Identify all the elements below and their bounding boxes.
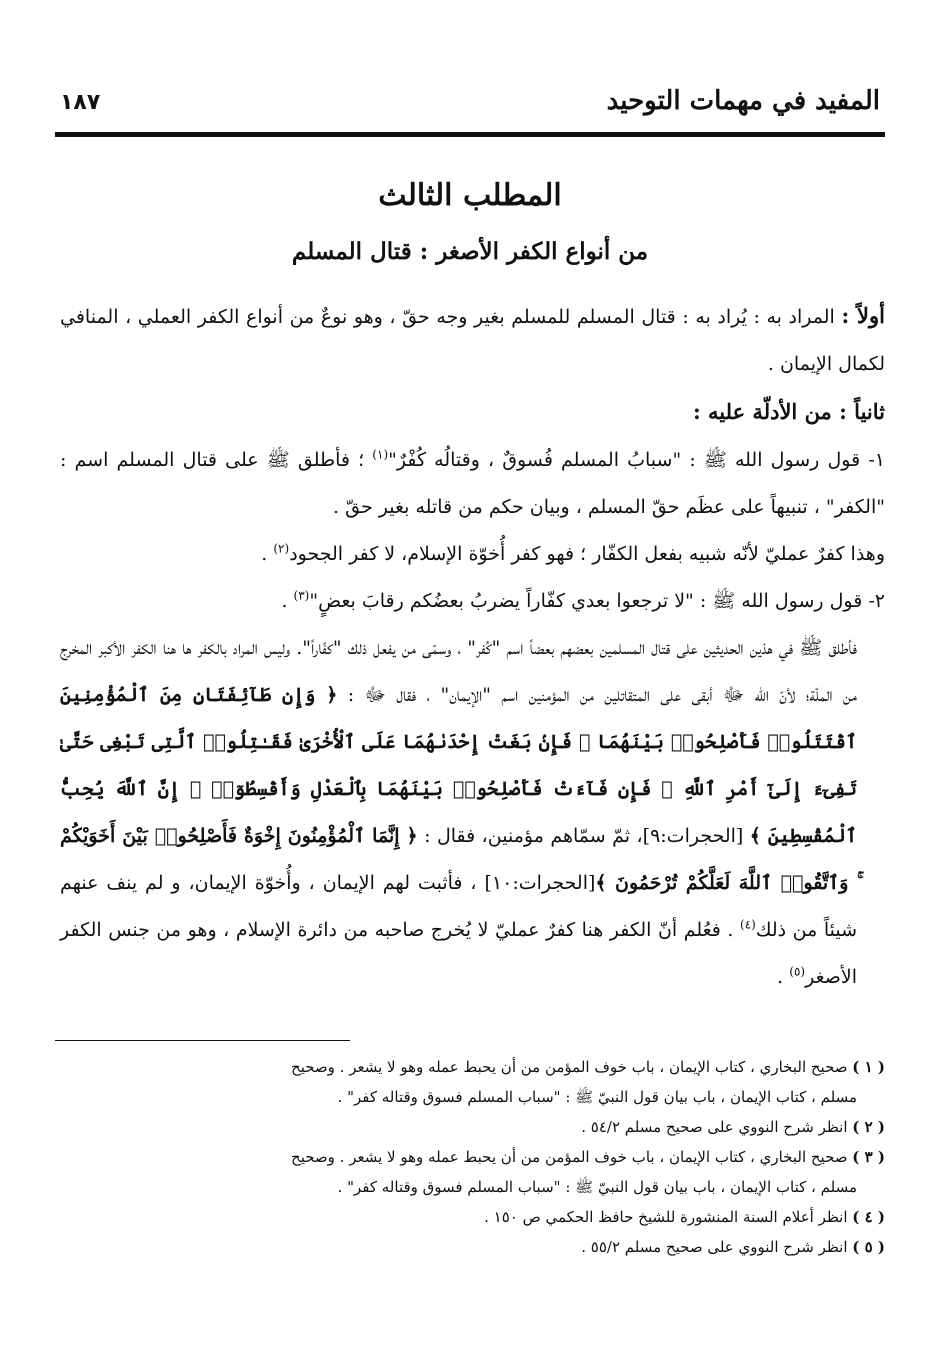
evidence-2-hadith: ٢- قول رسول الله ﷺ : "لا ترجعوا بعدي كفّاراً يضربُ بعضُكم رقابَ بعضٍ" bbox=[309, 590, 885, 612]
footnote-4 bbox=[60, 1202, 885, 1232]
footnote-text: انظر شرح النووي على صحيح مسلم ٥٥/٢ . bbox=[581, 1238, 853, 1256]
evidence-1-hadith: ١- قول رسول الله ﷺ : "سبابُ المسلم فُسوقٌ ، وقتالُه كُفْرٌ" bbox=[388, 449, 885, 471]
footnote-separator bbox=[55, 1040, 350, 1041]
evidence-1 bbox=[60, 437, 885, 531]
evidence-2-explanation-text: فأطلق ﷺ في هذين الحديثين على قتال المسلمين بعضهم بعضاً اسم "كُفر" ، وسمّى من يفعل ذلك "كفّاراً". وليس المراد بالكفر ها هنا الكفر الأكبر المخرج من الملّة؛ لأنّ الله ﷻ أبقى على المتقاتلين من المؤمنين اسم "الإيمان" ، فقال ﷻ : bbox=[60, 637, 857, 706]
footnote-text: صحيح البخاري ، كتاب الإيمان ، باب خوف المؤمن من أن يحبط عمله وهو لا يشعر . وصحيح bbox=[291, 1058, 853, 1076]
page-number: ١٨٧ bbox=[60, 90, 101, 115]
quran-verse-hujurat-10: ﴿ إِنَّمَا ٱلْمُؤْمِنُونَ إِخْوَةٌ فَأَصْلِحُوا۟ بَيْنَ أَخَوَيْكُمْ ۚ وَٱتَّقُوا۟ ٱللَّهَ لَعَلَّكُمْ تُرْحَمُونَ ﴾ bbox=[60, 825, 857, 894]
paragraph-definition bbox=[60, 292, 885, 388]
conclusion-end: . bbox=[777, 966, 790, 988]
footnote-3 bbox=[60, 1142, 885, 1172]
definition-text: المراد به : يُراد به : قتال المسلم للمسلم بغير وجه حقّ ، وهو نوعٌ من أنواع الكفر العملي ، المنافي لكمال الإيمان . bbox=[60, 306, 885, 375]
lead-second: ثانياً : من الأدلّة عليه : bbox=[692, 399, 885, 424]
footnote-1-cont: مسلم ، كتاب الإيمان ، باب بيان قول النبيّ ﷺ : "سباب المسلم فسوق وقتاله كفر" . bbox=[337, 1088, 857, 1106]
header-rule bbox=[55, 132, 885, 137]
body-text bbox=[60, 292, 885, 1001]
footnote-text: انظر أعلام السنة المنشورة للشيخ حافظ الحكمي ص ١٥٠ . bbox=[484, 1208, 853, 1226]
footnotes bbox=[60, 1052, 885, 1262]
conclusion-text: . فعُلم أنّ الكفر هنا كفرٌ عمليّ لا يُخرج صاحبه من دائرة الإسلام ، وهو من جنس الكفر الأصغر bbox=[60, 919, 857, 988]
footnote-ref-1[interactable]: (١) bbox=[372, 447, 389, 462]
evidence-1-note-text: وهذا كفرٌ عمليّ لأنّه شبيه بفعل الكفّار ؛ فهو كفر أُخوّة الإسلام، لا كفر الجحود bbox=[289, 543, 885, 565]
evidence-2 bbox=[60, 578, 885, 625]
section-subtitle: من أنواع الكفر الأصغر : قتال المسلم bbox=[291, 238, 649, 265]
evidence-1-note-end: . bbox=[261, 543, 274, 565]
footnote-ref-5[interactable]: (٥) bbox=[789, 964, 806, 979]
footnote-ref-3[interactable]: (٣) bbox=[293, 588, 310, 603]
evidence-1-note bbox=[60, 531, 885, 578]
footnote-ref-4[interactable]: (٤) bbox=[740, 917, 756, 932]
footnote-3-cont: مسلم ، كتاب الإيمان ، باب بيان قول النبيّ ﷺ : "سباب المسلم فسوق وقتاله كفر" . bbox=[337, 1178, 857, 1196]
footnote-text: انظر شرح النووي على صحيح مسلم ٥٤/٢ . bbox=[581, 1118, 853, 1136]
evidence-2-explanation bbox=[60, 625, 885, 1001]
running-header-title: المفيد في مهمات التوحيد bbox=[606, 86, 880, 116]
footnote-number: ( ٣ ) bbox=[852, 1148, 885, 1166]
section-title: المطلب الثالث bbox=[378, 178, 562, 213]
footnote-number: ( ١ ) bbox=[852, 1058, 885, 1076]
footnote-5 bbox=[60, 1232, 885, 1262]
evidence-1-explanation: ؛ فأطلق ﷺ على قتال المسلم اسم : "الكفر" ، تنبيهاً على عظَم حقّ المسلم ، وبيان حكم من قاتله بغير حقّ . bbox=[60, 449, 885, 518]
footnote-ref-2[interactable]: (٢) bbox=[273, 541, 290, 556]
paragraph-evidence-heading bbox=[60, 388, 885, 437]
quran-ref-hujurat-10: [الحجرات:١٠] ، فأثبت لهم الإيمان ، وأُخوّة الإيمان، و لم ينف عنهم شيئاً من ذلك bbox=[60, 872, 857, 941]
lead-first: أولاً : bbox=[841, 303, 886, 328]
footnote-number: ( ٥ ) bbox=[852, 1238, 885, 1256]
footnote-text: صحيح البخاري ، كتاب الإيمان ، باب خوف المؤمن من أن يحبط عمله وهو لا يشعر . وصحيح bbox=[291, 1148, 853, 1166]
quran-verse-hujurat-9: ﴿ وَإِن طَآئِفَتَانِ مِنَ ٱلْمُؤْمِنِينَ ٱقْتَتَلُوا۟ فَأَصْلِحُوا۟ بَيْنَهُمَا ۖ فَإِنۢ بَغَتْ إِحْدَىٰهُمَا عَلَى ٱلْأُخْرَىٰ فَقَـٰتِلُوا۟ ٱلَّتِى تَبْغِى حَتَّىٰ تَفِىٓءَ إِلَىٰٓ أَمْرِ ٱللَّهِ ۚ فَإِن فَآءَتْ فَأَصْلِحُوا۟ بَيْنَهُمَا بِٱلْعَدْلِ وَأَقْسِطُوٓا۟ ۖ إِنَّ ٱللَّهَ يُحِبُّ ٱلْمُقْسِطِينَ ﴾ bbox=[60, 684, 857, 847]
evidence-2-end: . bbox=[281, 590, 294, 612]
footnote-2 bbox=[60, 1112, 885, 1142]
quran-ref-hujurat-9: [الحجرات:٩]، ثمّ سمّاهم مؤمنين، فقال : bbox=[417, 825, 750, 847]
footnote-number: ( ٢ ) bbox=[852, 1118, 885, 1136]
footnote-1 bbox=[60, 1052, 885, 1082]
footnote-number: ( ٤ ) bbox=[852, 1208, 885, 1226]
